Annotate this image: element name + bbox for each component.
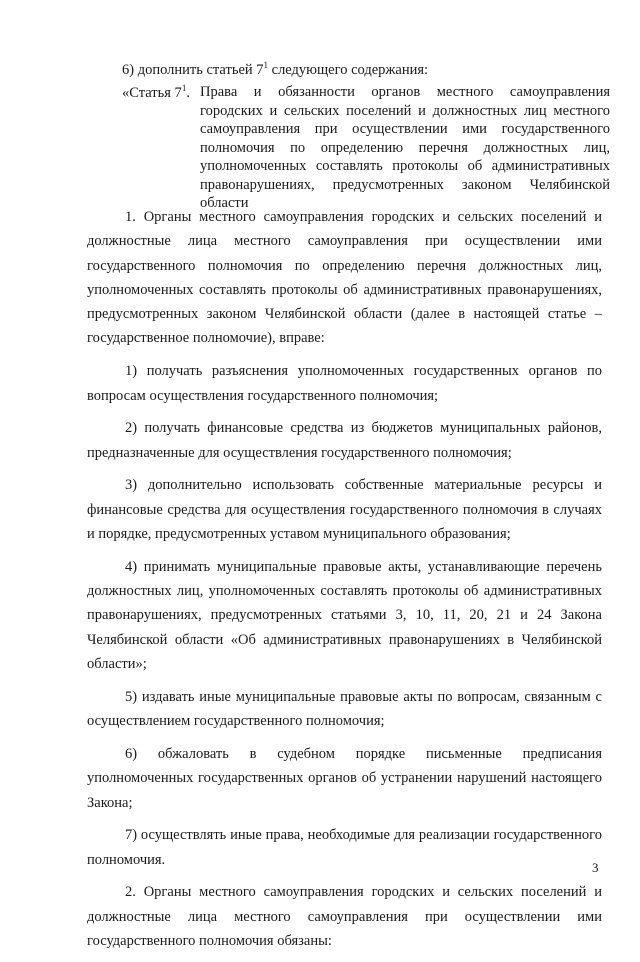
- paragraph-item-3: 3) дополнительно использовать собственные материальные ресурсы и финансовые средства для осуществления государственного полномочия в случаях и порядке, предусмотренных уставом муниципального образования;: [87, 477, 602, 543]
- paragraph-item-4: 4) принимать муниципальные правовые акты, устанавливающие перечень должностных лиц, уполномоченных составлять протоколы об административных правонарушениях, предусмотренных статьями 3, 10, 11, 20, 21 и 24 Закона Челябинской области «Об административных правонарушениях в Челябинской области»;: [87, 558, 602, 673]
- article-label-suffix: .: [186, 85, 190, 101]
- article-label-superscript: 1: [181, 83, 187, 94]
- article-title: Права и обязанности органов местного самоуправления городских и сельских поселений и должностных лиц местного самоуправления при осуществлении ими государственного полномочия по определению перечня должностных лиц, уполномоченных составлять протоколы об административных правонарушениях, предусмотренных законом Челябинской области: [200, 84, 610, 211]
- paragraph-item-1: 1) получать разъяснения уполномоченных государственных органов по вопросам осуществления государственного полномочия;: [87, 363, 602, 404]
- paragraph-part-2-intro: 2. Органы местного самоуправления городских и сельских поселений и должностные лица местного самоуправления при осуществлении ими государственного полномочия обязаны:: [87, 884, 602, 950]
- intro-text-before: 6) дополнить статьей 7: [122, 62, 264, 78]
- intro-text-after: следующего содержания:: [268, 62, 429, 78]
- amendment-intro-line: [122, 60, 602, 80]
- article-body: [87, 205, 602, 962]
- intro-superscript: 1: [263, 60, 269, 71]
- paragraph-item-5: 5) издавать иные муниципальные правовые акты по вопросам, связанным с осуществлением государственного полномочия;: [87, 688, 602, 730]
- paragraph-item-7: 7) осуществлять иные права, необходимые для реализации государственного полномочия.: [87, 827, 602, 868]
- paragraph-item-2: 2) получать финансовые средства из бюджетов муниципальных районов, предназначенные для осуществления государственного полномочия;: [87, 420, 602, 461]
- article-label-prefix: «Статья 7: [122, 85, 182, 101]
- page-number: 3: [592, 860, 599, 875]
- paragraph-part-1-intro: 1. Органы местного самоуправления городских и сельских поселений и должностные лица местного самоуправления при осуществлении ими государственного полномочия по определению перечня должностных лиц, уполномоченных составлять протоколы об административных правонарушениях, предусмотренных законом Челябинской области (далее в настоящей статье – государственное полномочие), вправе:: [87, 209, 602, 347]
- article-label: [122, 83, 190, 103]
- paragraph-item-6: 6) обжаловать в судебном порядке письменные предписания уполномоченных государственных органов об устранении нарушений настоящего Закона;: [87, 745, 602, 811]
